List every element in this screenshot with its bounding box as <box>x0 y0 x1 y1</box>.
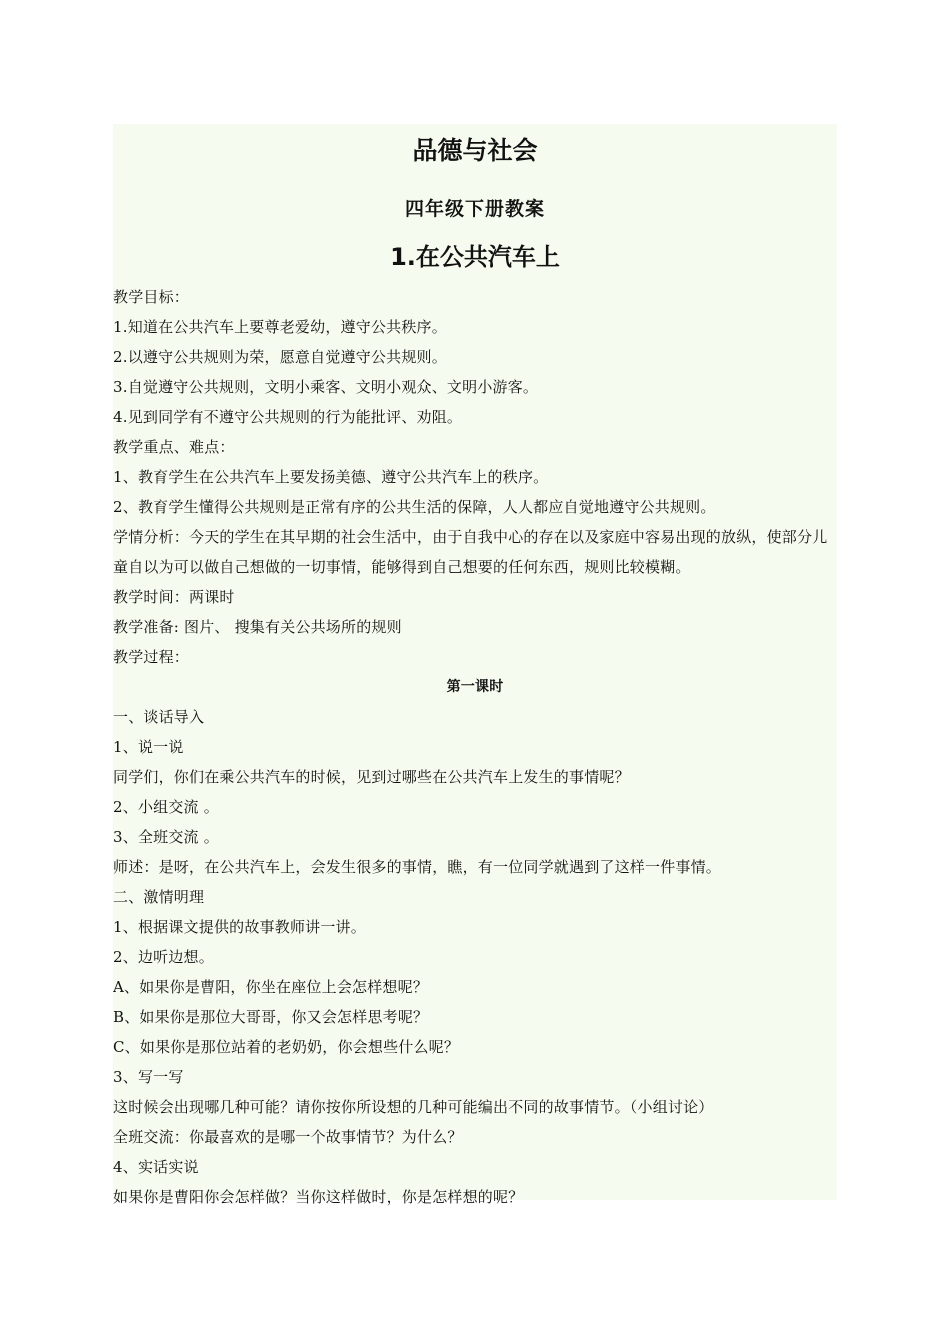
step-item: 1、说一说 <box>113 738 184 756</box>
document-body <box>113 282 837 1212</box>
body-text: 如果你是曹阳你会怎样做？当你这样做时，你是怎样想的呢？ <box>113 1188 524 1206</box>
part-heading: 一、谈话导入 <box>113 708 205 726</box>
section-heading-key-points: 教学重点、难点： <box>113 438 235 456</box>
lesson-title: 1.在公共汽车上 <box>390 243 560 271</box>
section-heading-process: 教学过程： <box>113 648 190 666</box>
step-item: 2、边听边想。 <box>113 948 214 966</box>
body-text: 这时候会出现哪几种可能？请你按你所设想的几种可能编出不同的故事情节。（小组讨论） <box>113 1098 714 1116</box>
objective-item: 2.以遵守公共规则为荣，愿意自觉遵守公共规则。 <box>113 348 447 366</box>
question-item: A、如果你是曹阳，你坐在座位上会怎样想呢？ <box>113 978 429 996</box>
objective-item: 1.知道在公共汽车上要尊老爱幼，遵守公共秩序。 <box>113 318 447 336</box>
student-analysis-paragraph: 学情分析：今天的学生在其早期的社会生活中，由于自我中心的存在以及家庭中容易出现的放纵，使部分儿童自以为可以做自己想做的一切事情，能够得到自己想要的任何东西，规则比较模糊。 <box>113 528 828 576</box>
body-text: 师述：是呀，在公共汽车上，会发生很多的事情，瞧，有一位同学就遇到了这样一件事情。 <box>113 858 722 876</box>
teaching-preparation: 教学准备: 图片、 搜集有关公共场所的规则 <box>113 618 402 636</box>
key-point-item: 1、教育学生在公共汽车上要发扬美德、遵守公共汽车上的秩序。 <box>113 468 549 486</box>
step-item: 2、小组交流 。 <box>113 798 219 816</box>
teaching-time: 教学时间：两课时 <box>113 588 235 606</box>
objective-item: 4.见到同学有不遵守公共规则的行为能批评、劝阻。 <box>113 408 463 426</box>
question-item: B、如果你是那位大哥哥，你又会怎样思考呢？ <box>113 1008 429 1026</box>
document-page <box>113 124 837 1206</box>
question-item: C、如果你是那位站着的老奶奶，你会想些什么呢？ <box>113 1038 460 1056</box>
step-item: 4、实话实说 <box>113 1158 199 1176</box>
key-point-item: 2、教育学生懂得公共规则是正常有序的公共生活的保障，人人都应自觉地遵守公共规则。 <box>113 498 716 516</box>
objective-item: 3.自觉遵守公共规则，文明小乘客、文明小观众、文明小游客。 <box>113 378 539 396</box>
step-item: 1、根据课文提供的故事教师讲一讲。 <box>113 918 366 936</box>
document-subtitle: 四年级下册教案 <box>404 198 545 220</box>
part-heading: 二、激情明理 <box>113 888 205 906</box>
section-heading-objectives: 教学目标： <box>113 288 190 306</box>
body-text: 全班交流：你最喜欢的是哪一个故事情节？为什么？ <box>113 1128 463 1146</box>
document-title: 品德与社会 <box>412 136 538 165</box>
step-item: 3、全班交流 。 <box>113 828 219 846</box>
lesson-period-heading: 第一课时 <box>446 679 504 695</box>
step-item: 3、写一写 <box>113 1068 184 1086</box>
body-text: 同学们，你们在乘公共汽车的时候，见到过哪些在公共汽车上发生的事情呢？ <box>113 768 630 786</box>
